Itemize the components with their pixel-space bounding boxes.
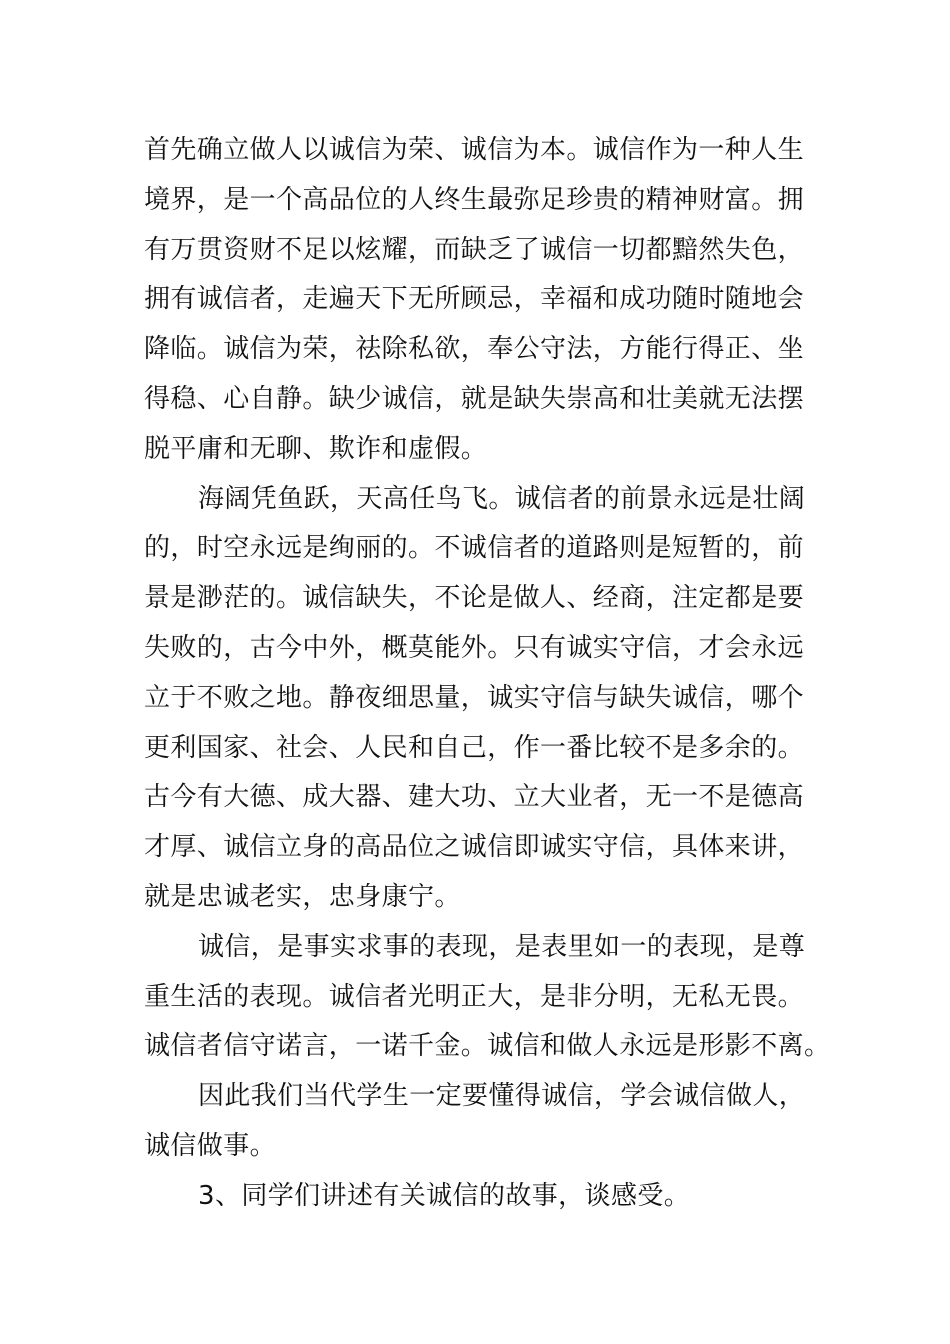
- text-line: 诚信，是事实求事的表现，是表里如一的表现，是尊: [198, 931, 806, 962]
- text-line: 更利国家、社会、人民和自己，作一番比较不是多余的。: [144, 732, 805, 763]
- text-line: 降临。诚信为荣，祛除私欲，奉公守法，方能行得正、坐: [144, 334, 805, 365]
- text-line: 首先确立做人以诚信为荣、诚信为本。诚信作为一种人生: [144, 135, 805, 165]
- text-line: 拥有诚信者，走遍天下无所顾忌，幸福和成功随时随地会: [144, 284, 805, 315]
- text-line: 古今有大德、成大器、建大功、立大业者，无一不是德高: [144, 782, 805, 813]
- paragraph-4: [144, 1072, 810, 1172]
- text-line: 诚信做事。: [144, 1130, 277, 1161]
- text-line: 因此我们当代学生一定要懂得诚信，学会诚信做人，: [198, 1081, 806, 1112]
- text-line: 才厚、诚信立身的高品位之诚信即诚实守信，具体来讲，: [144, 832, 805, 863]
- paragraph-2: [144, 475, 810, 923]
- text-line: 有万贯资财不足以炫耀，而缺乏了诚信一切都黯然失色，: [144, 234, 805, 265]
- paragraph-1: [144, 126, 810, 475]
- text-line: 诚信者信守诺言，一诺千金。诚信和做人永远是形影不离。: [144, 1031, 831, 1062]
- paragraph-3: [144, 923, 831, 1072]
- document-body: [144, 126, 831, 1222]
- text-line: 重生活的表现。诚信者光明正大，是非分明，无私无畏。: [144, 981, 805, 1012]
- text-line: 3、同学们讲述有关诚信的故事，谈感受。: [198, 1180, 691, 1211]
- text-line: 景是渺茫的。诚信缺失，不论是做人、经商，注定都是要: [144, 583, 805, 614]
- text-line: 海阔凭鱼跃，天高任鸟飞。诚信者的前景永远是壮阔: [198, 483, 806, 514]
- text-line: 立于不败之地。静夜细思量，诚实守信与缺失诚信，哪个: [144, 682, 805, 713]
- text-line: 脱平庸和无聊、欺诈和虚假。: [144, 433, 488, 464]
- text-line: 失败的，古今中外，概莫能外。只有诚实守信，才会永远: [144, 632, 805, 663]
- text-line: 的，时空永远是绚丽的。不诚信者的道路则是短暂的，前: [144, 533, 805, 564]
- text-line: 境界，是一个高品位的人终生最弥足珍贵的精神财富。拥: [144, 184, 805, 215]
- text-line: 得稳、心自静。缺少诚信，就是缺失崇高和壮美就无法摆: [144, 383, 805, 414]
- text-line: 就是忠诚老实，忠身康宁。: [144, 881, 461, 912]
- paragraph-5: [144, 1172, 810, 1222]
